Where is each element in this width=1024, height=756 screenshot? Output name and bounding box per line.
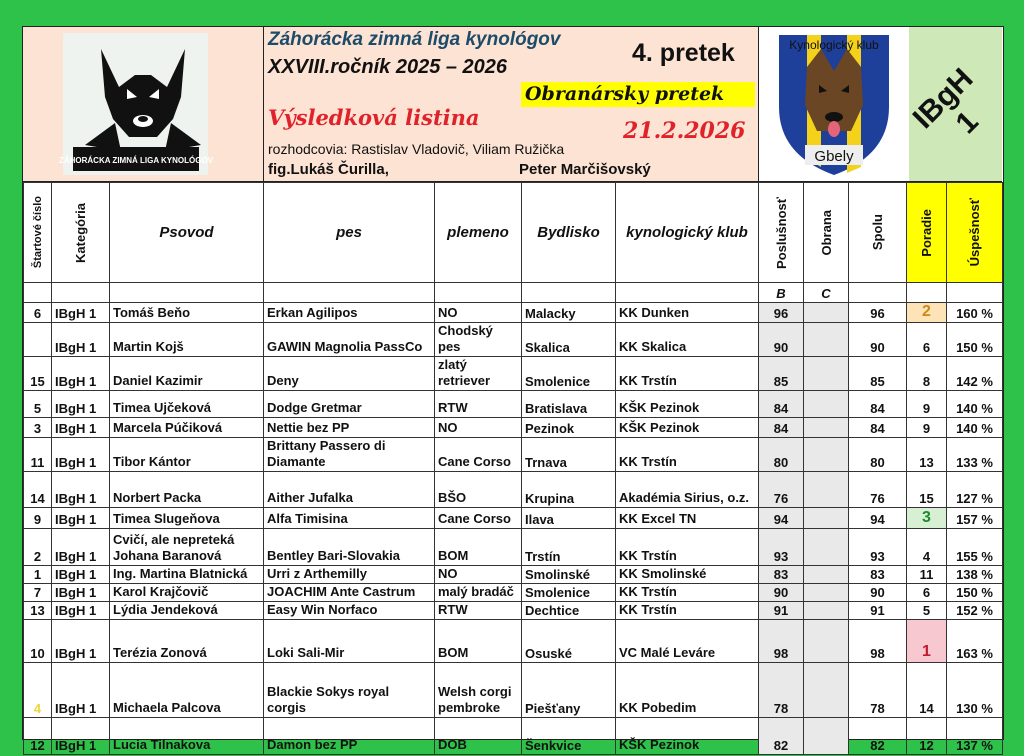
cell-category: IBgH 1 — [52, 418, 110, 438]
club-logo — [758, 27, 910, 181]
header — [23, 27, 1002, 182]
cell-breed: NO — [435, 303, 522, 323]
cell-rank: 6 — [907, 584, 947, 602]
judges: rozhodcovia: Rastislav Vladovič, Viliam Ružička — [268, 141, 565, 157]
club-logo-bottom: Gbely — [814, 148, 854, 165]
cell-breed: zlatý retriever — [435, 357, 522, 391]
figurant-2: Peter Marčišovský — [519, 161, 651, 178]
cell-obedience: 76 — [759, 472, 804, 508]
cell-breed: Cane Corso — [435, 438, 522, 472]
table-row — [24, 472, 1003, 508]
league-logo — [23, 27, 264, 181]
cell-category: IBgH 1 — [52, 602, 110, 620]
cell-breed: Cane Corso — [435, 508, 522, 529]
cell-start: 12 — [24, 718, 52, 755]
cell-success: 160 % — [947, 303, 1003, 323]
cell-rank: 8 — [907, 357, 947, 391]
cell-start: 1 — [24, 566, 52, 584]
cell-total: 84 — [849, 418, 907, 438]
dog-logo-icon — [23, 27, 263, 181]
club-shield-icon — [759, 27, 909, 181]
table-row — [24, 566, 1003, 584]
cell-handler: Norbert Packa — [110, 472, 264, 508]
cell-club: KK Trstín — [616, 602, 759, 620]
event-date: 21.2.2026 — [623, 118, 746, 144]
cell-club: KK Trstín — [616, 438, 759, 472]
col-dog: pes — [264, 183, 435, 283]
cell-protection — [804, 508, 849, 529]
cell-club: KK Excel TN — [616, 508, 759, 529]
round-title: 4. pretek — [632, 39, 735, 67]
table-row — [24, 418, 1003, 438]
cell-residence: Pezinok — [522, 418, 616, 438]
cell-start — [24, 323, 52, 357]
cell-category: IBgH 1 — [52, 663, 110, 718]
cell-total: 82 — [849, 718, 907, 755]
col-start: Štartové číslo — [24, 183, 52, 283]
category-label: IBgH 1 — [906, 62, 985, 141]
cell-success: 133 % — [947, 438, 1003, 472]
cell-dog: Alfa Timisina — [264, 508, 435, 529]
cell-category: IBgH 1 — [52, 508, 110, 529]
cell-club: KŠK Pezinok — [616, 418, 759, 438]
cell-rank: 3 — [907, 508, 947, 529]
cell-category: IBgH 1 — [52, 718, 110, 755]
cell-obedience: 91 — [759, 602, 804, 620]
col-club: kynologický klub — [616, 183, 759, 283]
table-row — [24, 508, 1003, 529]
cell-category: IBgH 1 — [52, 566, 110, 584]
col-rank: Poradie — [907, 183, 947, 283]
table-row — [24, 391, 1003, 418]
cell-residence: Šenkvice — [522, 718, 616, 755]
cell-total: 76 — [849, 472, 907, 508]
cell-breed: BOM — [435, 529, 522, 566]
cell-residence: Smolenice — [522, 584, 616, 602]
cell-residence: Ilava — [522, 508, 616, 529]
cell-club: KK Trstín — [616, 584, 759, 602]
table-row — [24, 438, 1003, 472]
cell-total: 83 — [849, 566, 907, 584]
cell-handler: Terézia Zonová — [110, 620, 264, 663]
cell-handler: Lýdia Jendeková — [110, 602, 264, 620]
sub-c: C — [804, 283, 849, 303]
cell-rank: 15 — [907, 472, 947, 508]
table-row — [24, 357, 1003, 391]
cell-dog: GAWIN Magnolia PassCo — [264, 323, 435, 357]
table-row — [24, 663, 1003, 718]
cell-start: 13 — [24, 602, 52, 620]
cell-club: KK Trstín — [616, 529, 759, 566]
cell-success: 127 % — [947, 472, 1003, 508]
cell-dog: Brittany Passero di Diamante — [264, 438, 435, 472]
cell-obedience: 83 — [759, 566, 804, 584]
cell-club: KŠK Pezinok — [616, 718, 759, 755]
col-residence: Bydlisko — [522, 183, 616, 283]
cell-residence: Bratislava — [522, 391, 616, 418]
cell-handler: Timea Slugeňova — [110, 508, 264, 529]
cell-breed: Welsh corgi pembroke — [435, 663, 522, 718]
cell-protection — [804, 323, 849, 357]
table-row — [24, 718, 1003, 755]
cell-club: KK Skalica — [616, 323, 759, 357]
cell-breed: DOB — [435, 718, 522, 755]
league-title: Záhorácka zimná liga kynológov — [268, 29, 561, 50]
cell-success: 157 % — [947, 508, 1003, 529]
cell-rank: 11 — [907, 566, 947, 584]
category-badge — [906, 27, 1002, 181]
cell-rank: 1 — [907, 620, 947, 663]
col-handler: Psovod — [110, 183, 264, 283]
cell-protection — [804, 472, 849, 508]
cell-success: 155 % — [947, 529, 1003, 566]
cell-total: 90 — [849, 584, 907, 602]
cell-rank: 9 — [907, 418, 947, 438]
cell-protection — [804, 529, 849, 566]
cell-total: 93 — [849, 529, 907, 566]
cell-obedience: 78 — [759, 663, 804, 718]
cell-residence: Skalica — [522, 323, 616, 357]
cell-protection — [804, 566, 849, 584]
cell-residence: Dechtice — [522, 602, 616, 620]
figurant-1: fig.Lukáš Čurilla, — [268, 161, 389, 178]
cell-residence: Smolinské — [522, 566, 616, 584]
cell-club: KK Dunken — [616, 303, 759, 323]
cell-handler: Michaela Palcova — [110, 663, 264, 718]
cell-handler: Cvičí, ale nepreteká Johana Baranová — [110, 529, 264, 566]
cell-total: 90 — [849, 323, 907, 357]
cell-start: 3 — [24, 418, 52, 438]
cell-dog: Blackie Sokys royal corgis — [264, 663, 435, 718]
cell-success: 140 % — [947, 418, 1003, 438]
cell-protection — [804, 357, 849, 391]
cell-residence: Smolenice — [522, 357, 616, 391]
cell-total: 94 — [849, 508, 907, 529]
results-heading: Výsledková listina — [268, 105, 480, 130]
table-row — [24, 303, 1003, 323]
cell-residence: Malacky — [522, 303, 616, 323]
cell-handler: Tomáš Beňo — [110, 303, 264, 323]
cell-dog: Easy Win Norfaco — [264, 602, 435, 620]
cell-breed: Chodský pes — [435, 323, 522, 357]
results-body — [24, 303, 1003, 755]
cell-start: 5 — [24, 391, 52, 418]
cell-breed: RTW — [435, 391, 522, 418]
cell-breed: NO — [435, 566, 522, 584]
cell-success: 152 % — [947, 602, 1003, 620]
cell-start: 11 — [24, 438, 52, 472]
cell-start: 9 — [24, 508, 52, 529]
cell-start: 6 — [24, 303, 52, 323]
cell-dog: Loki Sali-Mir — [264, 620, 435, 663]
cell-category: IBgH 1 — [52, 323, 110, 357]
cell-start: 2 — [24, 529, 52, 566]
cell-protection — [804, 718, 849, 755]
cell-residence: Piešťany — [522, 663, 616, 718]
cell-obedience: 96 — [759, 303, 804, 323]
cell-protection — [804, 602, 849, 620]
col-success: Úspešnosť — [947, 183, 1003, 283]
cell-total: 98 — [849, 620, 907, 663]
cell-handler: Daniel Kazimir — [110, 357, 264, 391]
cell-dog: Damon bez PP — [264, 718, 435, 755]
cell-start: 7 — [24, 584, 52, 602]
cell-total: 80 — [849, 438, 907, 472]
cell-breed: BOM — [435, 620, 522, 663]
cell-category: IBgH 1 — [52, 438, 110, 472]
cell-total: 85 — [849, 357, 907, 391]
cell-handler: Ing. Martina Blatnická — [110, 566, 264, 584]
cell-total: 91 — [849, 602, 907, 620]
cell-rank: 9 — [907, 391, 947, 418]
title-block — [264, 27, 758, 181]
cell-obedience: 85 — [759, 357, 804, 391]
cell-club: VC Malé Leváre — [616, 620, 759, 663]
col-category: Kategória — [52, 183, 110, 283]
header-row — [24, 183, 1003, 283]
cell-obedience: 93 — [759, 529, 804, 566]
cell-handler: Martin Kojš — [110, 323, 264, 357]
cell-obedience: 94 — [759, 508, 804, 529]
cell-category: IBgH 1 — [52, 620, 110, 663]
cell-obedience: 90 — [759, 584, 804, 602]
cell-protection — [804, 663, 849, 718]
results-sheet — [22, 26, 1004, 753]
cell-protection — [804, 418, 849, 438]
cell-success: 138 % — [947, 566, 1003, 584]
col-total: Spolu — [849, 183, 907, 283]
cell-breed: NO — [435, 418, 522, 438]
cell-category: IBgH 1 — [52, 472, 110, 508]
cell-success: 140 % — [947, 391, 1003, 418]
table-row — [24, 529, 1003, 566]
cell-obedience: 80 — [759, 438, 804, 472]
cell-rank: 13 — [907, 438, 947, 472]
cell-protection — [804, 438, 849, 472]
cell-start: 14 — [24, 472, 52, 508]
cell-handler: Marcela Púčiková — [110, 418, 264, 438]
cell-success: 142 % — [947, 357, 1003, 391]
sub-b: B — [759, 283, 804, 303]
col-obedience: Poslušnosť — [759, 183, 804, 283]
cell-handler: Karol Krajčovič — [110, 584, 264, 602]
league-logo-text: ZÁHORÁCKA ZIMNÁ LIGA KYNOLÓGOV — [58, 156, 214, 165]
cell-total: 96 — [849, 303, 907, 323]
cell-dog: Deny — [264, 357, 435, 391]
cell-protection — [804, 391, 849, 418]
cell-start: 4 — [24, 663, 52, 718]
table-row — [24, 602, 1003, 620]
cell-dog: Nettie bez PP — [264, 418, 435, 438]
col-breed: plemeno — [435, 183, 522, 283]
cell-club: Akadémia Sirius, o.z. — [616, 472, 759, 508]
cell-rank: 4 — [907, 529, 947, 566]
cell-total: 84 — [849, 391, 907, 418]
cell-residence: Trnava — [522, 438, 616, 472]
cell-club: KK Trstín — [616, 357, 759, 391]
cell-success: 163 % — [947, 620, 1003, 663]
cell-breed: RTW — [435, 602, 522, 620]
cell-obedience: 90 — [759, 323, 804, 357]
table-row — [24, 323, 1003, 357]
cell-start: 15 — [24, 357, 52, 391]
cell-category: IBgH 1 — [52, 357, 110, 391]
cell-residence: Osuské — [522, 620, 616, 663]
cell-category: IBgH 1 — [52, 391, 110, 418]
cell-dog: Dodge Gretmar — [264, 391, 435, 418]
col-protection: Obrana — [804, 183, 849, 283]
cell-obedience: 98 — [759, 620, 804, 663]
cell-club: KK Smolinské — [616, 566, 759, 584]
season-title: XXVIII.ročník 2025 – 2026 — [268, 56, 508, 78]
cell-club: KŠK Pezinok — [616, 391, 759, 418]
cell-category: IBgH 1 — [52, 303, 110, 323]
cell-handler: Tibor Kántor — [110, 438, 264, 472]
cell-handler: Lucia Tilnakova — [110, 718, 264, 755]
cell-protection — [804, 584, 849, 602]
cell-success: 137 % — [947, 718, 1003, 755]
cell-rank: 5 — [907, 602, 947, 620]
cell-rank: 6 — [907, 323, 947, 357]
subheader-row — [24, 283, 1003, 303]
cell-category: IBgH 1 — [52, 529, 110, 566]
cell-breed: malý bradáč — [435, 584, 522, 602]
cell-breed: BŠO — [435, 472, 522, 508]
cell-dog: Erkan Agilipos — [264, 303, 435, 323]
club-logo-top: Kynologický klub — [789, 38, 879, 52]
cell-handler: Timea Ujčeková — [110, 391, 264, 418]
cell-dog: Urri z Arthemilly — [264, 566, 435, 584]
cell-obedience: 84 — [759, 391, 804, 418]
cell-dog: Aither Jufalka — [264, 472, 435, 508]
results-table — [23, 182, 1003, 755]
cell-residence: Krupina — [522, 472, 616, 508]
cell-rank: 2 — [907, 303, 947, 323]
table-row — [24, 584, 1003, 602]
cell-success: 150 % — [947, 584, 1003, 602]
cell-residence: Trstín — [522, 529, 616, 566]
cell-success: 150 % — [947, 323, 1003, 357]
cell-success: 130 % — [947, 663, 1003, 718]
cell-club: KK Pobedim — [616, 663, 759, 718]
cell-obedience: 82 — [759, 718, 804, 755]
cell-dog: JOACHIM Ante Castrum — [264, 584, 435, 602]
cell-protection — [804, 620, 849, 663]
cell-rank: 14 — [907, 663, 947, 718]
cell-rank: 12 — [907, 718, 947, 755]
cell-start: 10 — [24, 620, 52, 663]
table-row — [24, 620, 1003, 663]
cell-protection — [804, 303, 849, 323]
cell-dog: Bentley Bari-Slovakia — [264, 529, 435, 566]
cell-category: IBgH 1 — [52, 584, 110, 602]
event-title: Obranársky pretek — [521, 82, 755, 107]
cell-total: 78 — [849, 663, 907, 718]
cell-obedience: 84 — [759, 418, 804, 438]
